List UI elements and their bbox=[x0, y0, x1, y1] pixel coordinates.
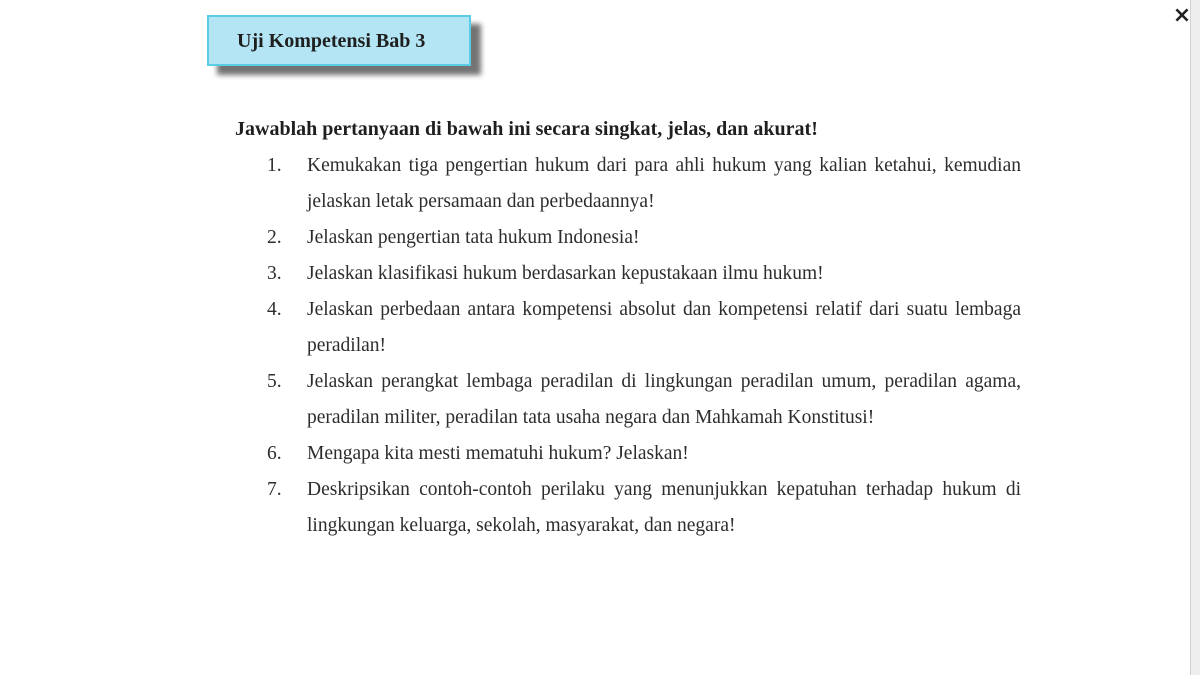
question-text: Kemukakan tiga pengertian hukum dari para ahli hukum yang kalian ketahui, kemudian jelaskan letak persamaan dan perbedaannya! bbox=[307, 155, 1021, 212]
question-item bbox=[263, 292, 1021, 364]
section-header-box bbox=[207, 15, 471, 66]
question-number: 3. bbox=[267, 263, 282, 284]
question-text: Deskripsikan contoh-contoh perilaku yang menunjukkan kepatuhan terhadap hukum di lingkungan keluarga, sekolah, masyarakat, dan negara! bbox=[307, 479, 1021, 536]
question-list bbox=[263, 148, 1021, 544]
question-number: 4. bbox=[267, 299, 282, 320]
question-number: 7. bbox=[267, 479, 282, 500]
question-item bbox=[263, 472, 1021, 544]
question-item bbox=[263, 220, 1021, 256]
question-item bbox=[263, 148, 1021, 220]
scrollbar[interactable] bbox=[1190, 0, 1200, 675]
question-item bbox=[263, 256, 1021, 292]
question-number: 6. bbox=[267, 443, 282, 464]
question-number: 1. bbox=[267, 155, 282, 176]
question-item bbox=[263, 436, 1021, 472]
question-text: Jelaskan perbedaan antara kompetensi absolut dan kompetensi relatif dari suatu lembaga peradilan! bbox=[307, 299, 1021, 356]
question-number: 5. bbox=[267, 371, 282, 392]
question-text: Jelaskan pengertian tata hukum Indonesia! bbox=[307, 227, 640, 248]
section-title: Uji Kompetensi Bab 3 bbox=[237, 30, 426, 52]
question-item bbox=[263, 364, 1021, 436]
question-number: 2. bbox=[267, 227, 282, 248]
close-icon[interactable]: × bbox=[1172, 3, 1192, 28]
instruction-text: Jawablah pertanyaan di bawah ini secara singkat, jelas, dan akurat! bbox=[235, 118, 818, 140]
question-text: Jelaskan perangkat lembaga peradilan di lingkungan peradilan umum, peradilan agama, peradilan militer, peradilan tata usaha negara dan Mahkamah Konstitusi! bbox=[307, 371, 1021, 428]
question-text: Mengapa kita mesti mematuhi hukum? Jelaskan! bbox=[307, 443, 689, 464]
question-text: Jelaskan klasifikasi hukum berdasarkan kepustakaan ilmu hukum! bbox=[307, 263, 824, 284]
